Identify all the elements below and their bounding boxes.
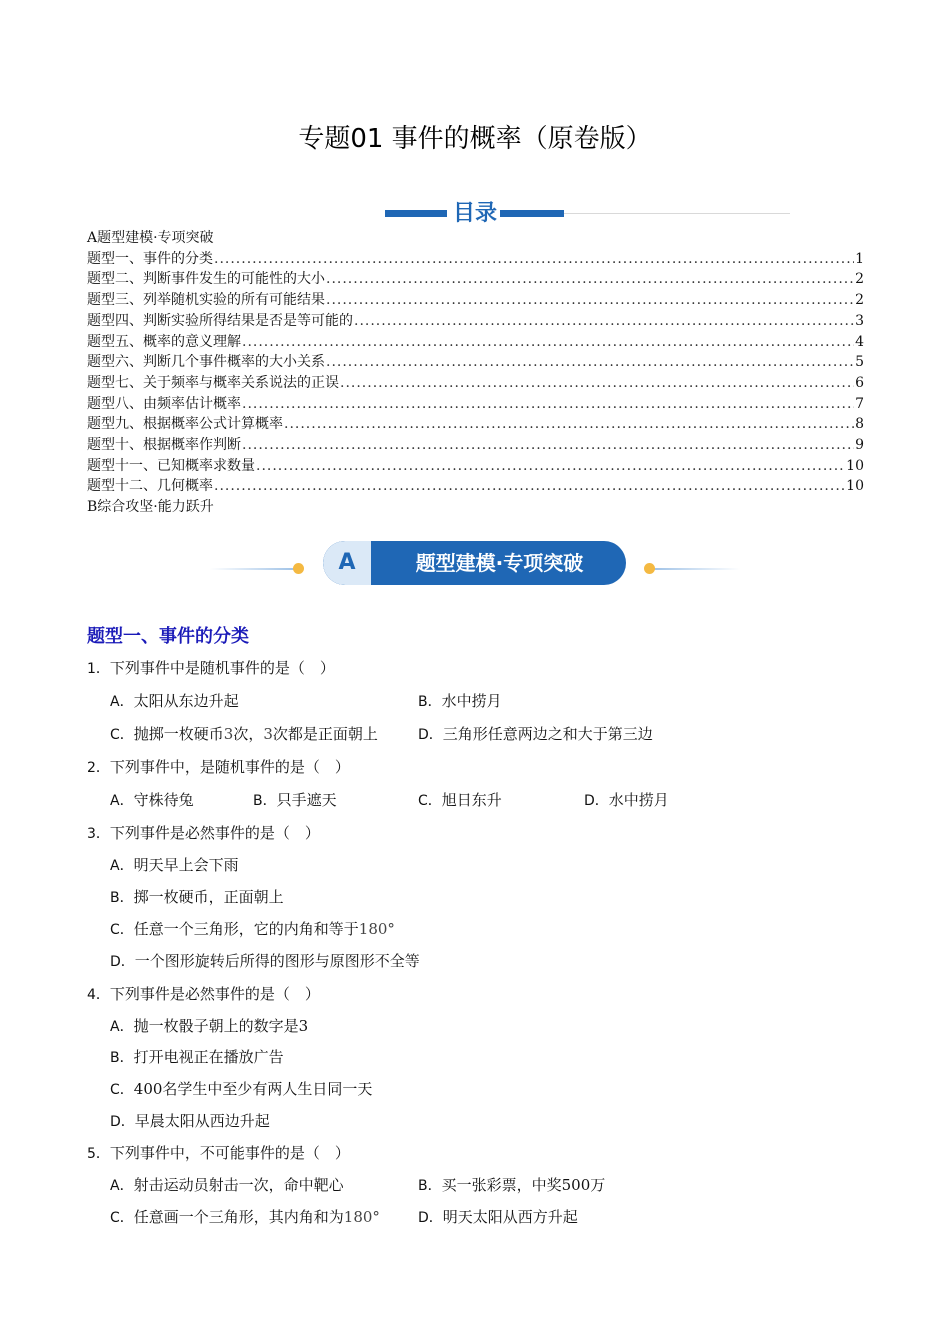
option-1b — [418, 690, 502, 711]
toc-item-page: 6 — [855, 374, 864, 391]
toc-leader — [326, 290, 854, 311]
question-text: 下列事件中，不可能事件的是（ ） — [109, 1144, 350, 1162]
option-text: 一个图形旋转后所得的图形与原图形不全等 — [134, 952, 420, 970]
toc-item-page: 10 — [846, 457, 864, 474]
toc-header — [385, 196, 790, 232]
math-number: 3 — [263, 725, 273, 743]
banner-dot-left — [293, 563, 304, 574]
option-text: 400名学生中至少有两人生日同一天 — [133, 1080, 373, 1098]
option-5c — [110, 1206, 380, 1227]
option-4b — [110, 1046, 284, 1067]
option-5a — [110, 1174, 344, 1195]
math-angle: 180° — [358, 920, 395, 938]
toc-item-page: 3 — [855, 312, 864, 329]
toc-item-label: 题型八、由频率估计概率 — [87, 395, 241, 412]
question-text: 下列事件是必然事件的是（ ） — [109, 985, 320, 1003]
toc-leader — [326, 269, 854, 290]
toc-item[interactable] — [87, 249, 864, 270]
toc-leader — [256, 456, 845, 477]
option-key: A． — [110, 694, 134, 710]
option-2d — [584, 789, 669, 810]
question-number: 3． — [87, 826, 110, 842]
toc-leader — [284, 414, 854, 435]
option-2c — [418, 789, 502, 810]
option-text: 早晨太阳从西边升起 — [134, 1112, 270, 1130]
option-key: A． — [110, 1019, 134, 1035]
toc-item-page: 7 — [855, 395, 864, 412]
toc-leader — [242, 435, 854, 456]
toc-item[interactable] — [87, 373, 864, 394]
option-text: 旭日东升 — [441, 791, 502, 809]
option-1a — [110, 690, 239, 711]
option-key: B． — [110, 1050, 134, 1066]
toc-item-page: 4 — [855, 333, 864, 350]
question-text: 下列事件中，是随机事件的是（ ） — [109, 758, 350, 776]
toc-leader — [326, 352, 854, 373]
toc-item[interactable] — [87, 352, 864, 373]
toc-item-label: 题型四、判断实验所得结果是否是等可能的 — [87, 312, 353, 329]
toc-header-bar-left — [385, 210, 447, 217]
option-text: 任意一个三角形，它的内角和等于 — [133, 920, 359, 938]
option-key: C． — [110, 727, 134, 743]
toc-item-label: 题型三、列举随机实验的所有可能结果 — [87, 292, 325, 309]
option-key: D． — [584, 793, 609, 809]
option-text: 打开电视正在播放广告 — [133, 1048, 284, 1066]
toc-item-label: 题型二、判断事件发生的可能性的大小 — [87, 271, 325, 288]
option-key: D． — [418, 727, 443, 743]
toc-leader — [340, 373, 854, 394]
option-3a — [110, 854, 239, 875]
option-3d — [110, 950, 420, 971]
question-2 — [87, 756, 350, 777]
option-text: 明天早上会下雨 — [133, 856, 239, 874]
toc-item-page: 1 — [855, 250, 864, 267]
option-3c — [110, 918, 395, 939]
toc-item-label: 题型十、根据概率作判断 — [87, 437, 241, 454]
toc-item-page: 10 — [846, 478, 864, 495]
question-3 — [87, 822, 320, 843]
option-text: 任意画一个三角形，其内角和为 — [133, 1208, 344, 1226]
option-text: 掷一枚硬币，正面朝上 — [133, 888, 284, 906]
toc-item-label: 题型一、事件的分类 — [87, 250, 213, 267]
banner-pill — [323, 541, 626, 585]
option-key: B． — [418, 694, 442, 710]
toc-item-page: 9 — [855, 437, 864, 454]
toc-item-label: 题型七、关于频率与概率关系说法的正误 — [87, 374, 339, 391]
option-5d — [418, 1206, 578, 1227]
toc-leader — [242, 394, 854, 415]
question-number: 2． — [87, 760, 110, 776]
option-key: D． — [418, 1210, 443, 1226]
option-text: 水中捞月 — [441, 692, 502, 710]
toc-item-label: 题型九、根据概率公式计算概率 — [87, 416, 283, 433]
toc-item[interactable] — [87, 456, 864, 477]
toc-item[interactable] — [87, 269, 864, 290]
option-key: B． — [110, 890, 134, 906]
section-heading: 题型一、事件的分类 — [87, 626, 249, 647]
toc-item-page: 2 — [855, 292, 864, 309]
option-4a — [110, 1015, 308, 1036]
option-key: C． — [110, 1082, 134, 1098]
toc-section-b[interactable]: B综合攻坚·能力跃升 — [87, 499, 214, 516]
option-key: A． — [110, 858, 134, 874]
option-text: 抛掷一枚硬币 — [133, 725, 224, 743]
option-key: C． — [110, 1210, 134, 1226]
toc-item[interactable] — [87, 394, 864, 415]
option-3b — [110, 886, 284, 907]
banner-dot-right — [644, 563, 655, 574]
option-1d — [418, 723, 653, 744]
question-number: 5． — [87, 1146, 110, 1162]
option-2a — [110, 789, 194, 810]
banner-line-right — [650, 568, 740, 570]
math-angle: 180° — [343, 1208, 380, 1226]
option-text: 次， — [233, 725, 264, 743]
option-key: D． — [110, 1114, 135, 1130]
option-text: 明天太阳从西方升起 — [442, 1208, 578, 1226]
option-text: 三角形任意两边之和大于第三边 — [442, 725, 653, 743]
option-text: 次都是正面朝上 — [272, 725, 378, 743]
toc-item-page: 2 — [855, 271, 864, 288]
toc-item-label: 题型五、概率的意义理解 — [87, 333, 241, 350]
option-text: 抛一枚骰子朝上的数字是3 — [133, 1017, 309, 1035]
question-4 — [87, 983, 320, 1004]
option-text: 买一张彩票，中奖500万 — [441, 1176, 606, 1194]
option-key: B． — [418, 1178, 442, 1194]
question-text: 下列事件中是随机事件的是（ ） — [109, 659, 335, 677]
toc-item[interactable] — [87, 311, 864, 332]
toc-leader — [242, 332, 854, 353]
toc-leader — [214, 249, 854, 270]
option-key: C． — [110, 922, 134, 938]
toc-item-label: 题型十一、已知概率求数量 — [87, 457, 255, 474]
page-title: 专题01 事件的概率（原卷版） — [298, 124, 652, 154]
section-a-banner — [210, 540, 740, 588]
question-text: 下列事件是必然事件的是（ ） — [109, 824, 320, 842]
option-1c — [110, 723, 378, 744]
toc-item[interactable] — [87, 332, 864, 353]
option-text: 水中捞月 — [608, 791, 669, 809]
question-number: 4． — [87, 987, 110, 1003]
toc-item[interactable] — [87, 476, 864, 497]
option-text: 只手遮天 — [276, 791, 337, 809]
toc-item-page: 5 — [855, 354, 864, 371]
toc-leader — [214, 476, 845, 497]
option-text: 射击运动员射击一次，命中靶心 — [133, 1176, 344, 1194]
option-key: A． — [110, 1178, 134, 1194]
banner-letter: A — [323, 541, 371, 585]
banner-line-left — [210, 568, 298, 570]
toc-item-label: 题型十二、几何概率 — [87, 478, 213, 495]
table-of-contents — [87, 228, 864, 518]
toc-title: 目录 — [452, 201, 497, 226]
question-number: 1． — [87, 661, 110, 677]
option-key: C． — [418, 793, 442, 809]
toc-section-a[interactable]: A题型建模·专项突破 — [87, 230, 214, 246]
toc-item-page: 8 — [855, 416, 864, 433]
option-4c — [110, 1078, 372, 1099]
question-5 — [87, 1142, 350, 1163]
option-key: A． — [110, 793, 134, 809]
option-5b — [418, 1174, 605, 1195]
option-2b — [253, 789, 337, 810]
option-text: 守株待兔 — [133, 791, 194, 809]
option-key: B． — [253, 793, 277, 809]
toc-item[interactable] — [87, 414, 864, 435]
option-4d — [110, 1110, 270, 1131]
toc-item[interactable] — [87, 290, 864, 311]
math-number: 3 — [223, 725, 234, 743]
toc-header-rule — [560, 213, 790, 214]
toc-item-label: 题型六、判断几个事件概率的大小关系 — [87, 354, 325, 371]
toc-header-bar-right — [500, 210, 564, 217]
banner-text: 题型建模·专项突破 — [415, 551, 584, 575]
option-key: D． — [110, 954, 135, 970]
toc-item[interactable] — [87, 435, 864, 456]
question-1 — [87, 657, 335, 678]
toc-leader — [354, 311, 854, 332]
option-text: 太阳从东边升起 — [133, 692, 239, 710]
